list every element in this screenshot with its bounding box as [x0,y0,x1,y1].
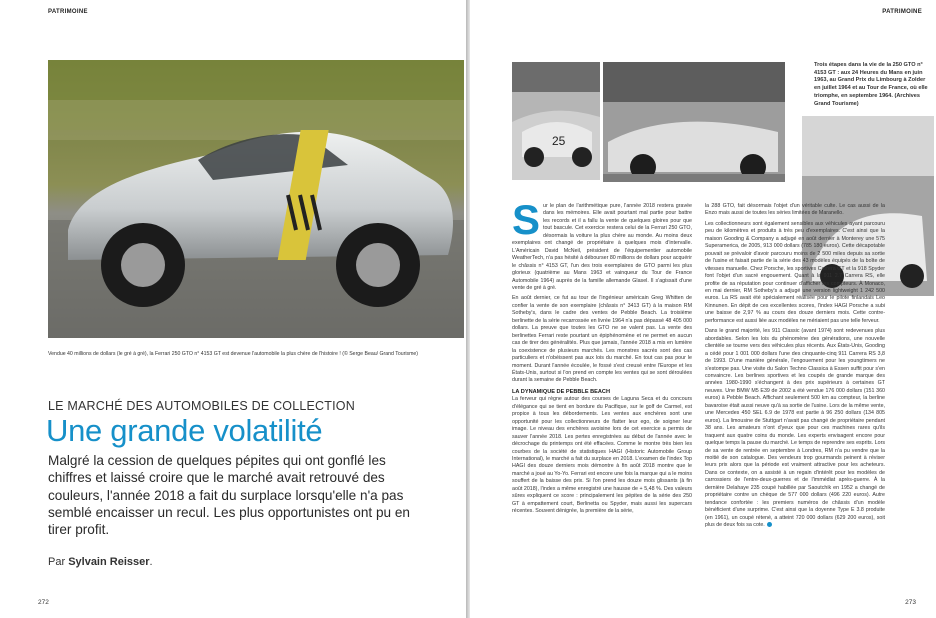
svg-text:25: 25 [552,134,566,148]
page-number-right: 273 [905,599,916,606]
paragraph: Les collectionneurs sont également sensibles aux véhicules ayant parcouru peu de kilomètres et produits à très peu d'exemplaires. C'est ainsi que la maison Gooding & Company a adjugé en août dernier à Monterey une 575 Superamerica, de 2005, 913 000 dollars (785 180 euros). Cette décapotable pouvait se prévaloir d'avoir parcouru moins de 2 500 miles depuis sa sortie de l'usine et faisait partie de la série des 43 modèles équipés de la boîte de vitesses manuelle. Chez Porsche, les sportives Carrera GT et la 918 Spyder font l'objet d'un sacré engouement. Quant à la 911 2.7 Carrera RS, elle profite de sa réputation pour continuer d'afficher les compteurs. À Monaco, en mai dernier, RM Sotheby's a adjugé une version lightweight 1 242 500 euros. La RS avait été spécialement réalisée pour le pilote finlandais Leo Kinnunen. En dépit de ces excellentes scores, l'index HAGI Porsche a subi une baisse de 2,97 % au cours des douze derniers mois. Cette contre-performance est aussi liée aux modèles ne mériaient pas une telle ferveur. [705,220,885,324]
article-kicker: LE MARCHÉ DES AUTOMOBILES DE COLLECTION [48,399,355,413]
ferrari-250-gto-image [48,60,464,338]
section-label: PATRIMOINE [48,9,88,15]
paragraph [705,328,885,529]
article-column-1 [512,196,693,519]
section-subhead: LA DYNAMIQUE DE PEBBLE BEACH [512,388,610,395]
byline-prefix: Par [48,556,66,568]
end-mark-icon [767,522,772,527]
archive-photo-zolder [603,62,785,182]
article-headline: Une grande volatilité [46,413,323,448]
byline-author: Sylvain Reisser [68,556,150,568]
archive-photo-le-mans [512,62,600,180]
article-column-2 [705,203,885,532]
drop-cap: S [512,196,541,243]
article-standfirst: Malgré la cession de quelques pépites qui ont gonflé les chiffres et laissé croire que le marché avait retrouvé des couleurs, l'année 2018 a fait du surplace lorsqu'elle n'a pas semblé encaisser un recul. Les plus opportunistes ont pu en tirer profit. [48,453,410,538]
paragraph: ur le plan de l'arithmétique pure, l'année 2018 restera gravée dans les mémoires. Elle avait pourtant mal partie pour battre les records et il a fallu la vente de quelques gloires pour que tout bascule. Cet exercice restera celui de la Ferrari 250 GTO, désormais la voiture la plus chère au monde. Au moins deux exemplaires ont changé de propriétaire à quelques mois d'intervalle. L'Américain David McNeil, président de l'équipementier automobile WeatherTech, n'a pas hésité à débourser 80 millions de dollars pour acquérir le châssis n° 4153 GT, l'un des trois exemplaires de GTO parmi les plus glorieux (quatrième au Mans 1963 et vainqueur du Tour de France Automobile 1964) auprès de la famille allemande Glasel. Il s'agissait d'une vente de gré à gré. [512,203,692,291]
hero-photo [48,60,464,338]
paragraph-text: Dans le grand majorité, les 911 Classic (avant 1974) sont redevenues plus abordables. Selon les lois du phénomène des générations, une nouvelle clientèle se tourne vers des véhicules plus récents. Aux États-Unis, Gooding a cédé pour 1 001 000 dollars l'une des cinquante-cinq 911 Carrera RS 3,8 de 1993. D'une manière générale, l'engouement pour les youngtimers ne s'estompe pas. Une visite du Salon Techno Classica à Essen suffit pour s'en convaincre. Les berlines sportives et les coupés de grande marque des années 1980-1990 s'échangent à des prix supérieurs à certaines GT neuves. Une BMW M5 E39 de 2002 a été vendue 176 000 dollars (151 360 euros) à Pebble Beach. Affichant seulement 500 km au compteur, la berline bavaroise était aussi neuve qu'à sa sortie de l'usine. Lors de la même vente, une Mercedes 450 SEL 6.9 de 1978 est partie à 96 250 dollars (134 805 euros). La limousine de Stuttgart n'avait pas changé de propriétaire pendant 38 ans. Les amateurs n'ont d'yeux que pour ces machines rares qu'ils traquent aux quatre coins du monde. Les experts envisagent encore pour quelque temps la pause du marché. Le temps de reprendre ses esprits. Lors de sa vente de rentrée en septembre à Londres, RM n'a pu vendre que la moitié de son catalogue. Des vendeurs trop gourmands peinent à réviser leurs prix alors que la période est vraiment attractive pour les acheteurs. Dans ce contexte, on a assisté à un regain d'intérêt pour les modèles de carrossiers de l'entre-deux-guerres et de l'immédiat après-guerre. À la dernière Delahaye 235 coupé habillée par Saoutchik en 1952 a changé de propriétaire contre un chèque de 577 000 dollars (496 220 euros). Autre tendance confortée : les premiers numéros de châssis d'un modèle bénéficient d'une surprime. C'est ainsi que la doyenne Type E 3.8 produite (en 1961), un coupé rétené, a atteint 720 000 dollars (629 200 euros), soit plus de deux fois sa cote. [705,328,885,529]
byline-suffix: . [149,556,153,568]
section-label: PATRIMOINE [882,9,922,15]
archive-caption: Trois étapes dans la vie de la 250 GTO n° 4153 GT : aux 24 Heures du Mans en juin 1963, au Grand Prix du Limbourg à Zolder en juillet 1964 et au Tour de France, où elle triomphe, en septembre 1964. (Archives Grand Tourisme) [814,62,928,107]
page-number-left: 272 [38,599,49,606]
paragraph: La ferveur qui règne autour des courses de Laguna Seca et du concours d'élégance qui se tient en bordure du Pacifique, sur le golf de Carmel, est propice à tous les débordements. Les ventes aux enchères sont une opportunité pour les collectionneurs de flatter leur ego, de soigner leur image. Le niveau des enchères avoisine lors de cet exercice a permis de sauver l'année 2018. Les pertes enregistrées au début de l'année avec le décrochage du printemps ont été effacées. Comme le montre très bien les courbes de la société de statistiques HAGI (Historic Automobile Group International), le marché a fait du surplace en 2018. L'examen de l'index Top HAGI des douze derniers mois démontre à fin août 2018 montre que le marché a joué au Yo-Yo. Ferrari est encore une fois la marque qui a le moins souffert de la baisse des prix. Si l'on prend les douze mois glissants (à fin août 2018), l'index a même enregistré une hausse de + 5,48 %. Des valeurs sûres expliquent ce score : principalement les pépites de la série des 250 GT à empattement court, Berlinetta ou Spyder, mais aussi les supercars récentes. Souvent dénigrée, la première de la série, [512,396,693,515]
left-page [0,0,466,618]
hero-caption: Vendue 40 millions de dollars (le gré à gré), la Ferrari 250 GTO n° 4153 GT est devenue l'automobile la plus chère de l'histoire ! (© Serge Beau/ Grand Tourisme) [48,351,419,357]
paragraph: la 288 GTO, fait désormais l'objet d'un véritable culte. Le cas aussi de la Enzo mais aussi de toutes les séries limitées de Maranello. [705,203,885,217]
right-page [470,0,936,618]
byline [48,556,153,568]
paragraph: En août dernier, ce fut au tour de l'ingénieur américain Greg Whitten de confier la vente de son exemplaire (châssis n° 3413 GT) à la maison RM Sotheby's, dans le cadre des ventes de Pebble Beach. La troisième berlinette de la série recarrossée en livrée 1964 n'a pas dépassé 48 405 000 dollars. La preuve que toutes les GTO ne se valent pas. La vente des berlinettes Ferrari reste pourtant un épiphénomène et ne permet en aucun cas de tirer des généralités. Plus que jamais, l'année 2018 a mis en lumière la coexistence de plusieurs marchés. Les monstres sacrés sont des cas particuliers et n'obéissent pas aux lois du marché. En tout cas pas pour le moment. Durant l'année écoulée, le fossé s'est creusé entre l'Europe et les États-Unis, surtout si l'on prend en compte les ventes qui se sont déroulées durant la semaine de Pebble Beach. [512,295,692,384]
